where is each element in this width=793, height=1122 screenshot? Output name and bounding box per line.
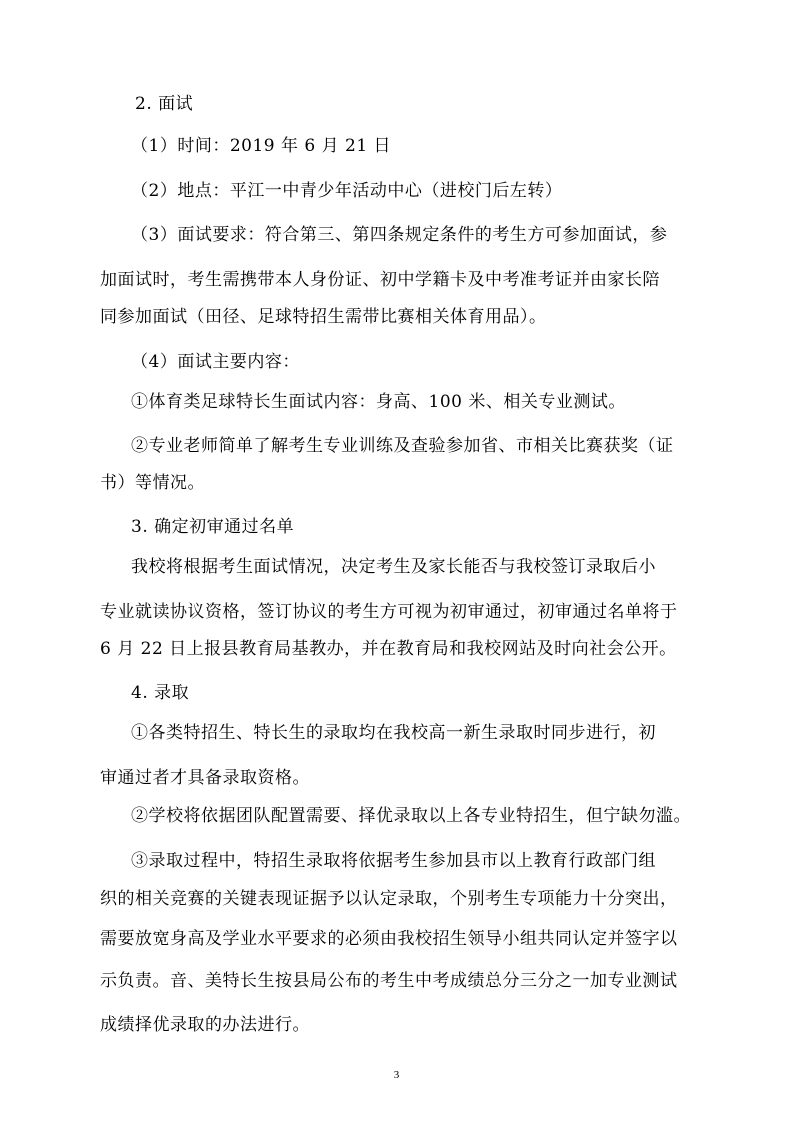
admission-item-1-line-1: ①各类特招生、特长生的录取均在我校高一新生录取时同步进行，初 [131,723,656,743]
confirm-list-paragraph-line-3: 6 月 22 日上报县教育局基教办，并在教育局和我校网站及时向社会公开。 [100,639,677,659]
admission-item-3-line-4: 示负责。音、美特长生按县局公布的考生中考成绩总分三分之一加专业测试 [100,971,678,991]
interview-content-item-1: ①体育类足球特长生面试内容：身高、100 米、相关专业测试。 [131,392,626,412]
interview-requirements-line-2: 加面试时，考生需携带本人身份证、初中学籍卡及中考准考证并由家长陪 [100,270,660,290]
confirm-list-paragraph-line-2: 专业就读协议资格，签订协议的考生方可视为初审通过，初审通过名单将于 [100,602,678,622]
admission-item-3-line-5: 成绩择优录取的办法进行。 [100,1015,310,1035]
interview-location: （2）地点：平江一中青少年活动中心（进校门后左转） [131,181,563,201]
admission-item-3-line-3: 需要放宽身高及学业水平要求的必须由我校招生领导小组共同认定并签字以 [100,929,678,949]
admission-item-1-line-2: 审通过者才具备录取资格。 [100,768,310,788]
admission-item-2: ②学校将依据团队配置需要、择优录取以上各专业特招生，但宁缺勿滥。 [131,806,691,826]
admission-item-3-line-1: ③录取过程中，特招生录取将依据考生参加县市以上教育行政部门组 [131,851,656,871]
interview-content-item-2-line-2: 书）等情况。 [100,473,205,493]
interview-content-item-2-line-1: ②专业老师简单了解考生专业训练及查验参加省、市相关比赛获奖（证 [131,436,674,456]
heading-interview: 2. 面试 [135,94,194,114]
interview-time: （1）时间：2019 年 6 月 21 日 [131,136,392,156]
confirm-list-paragraph-line-1: 我校将根据考生面试情况，决定考生及家长能否与我校签订录取后小 [131,557,656,577]
heading-confirm-list: 3. 确定初审通过名单 [131,517,295,537]
heading-admission: 4. 录取 [131,683,190,703]
page-number: 3 [393,1069,400,1081]
interview-requirements-line-3: 同参加面试（田径、足球特招生需带比赛相关体育用品）。 [100,307,547,327]
interview-requirements-line-1: （3）面试要求：符合第三、第四条规定条件的考生方可参加面试，参 [131,225,668,245]
admission-item-3-line-2: 织的相关竞赛的关键表现证据予以认定录取，个别考生专项能力十分突出， [100,889,678,909]
interview-content-heading: （4）面试主要内容： [131,352,300,372]
